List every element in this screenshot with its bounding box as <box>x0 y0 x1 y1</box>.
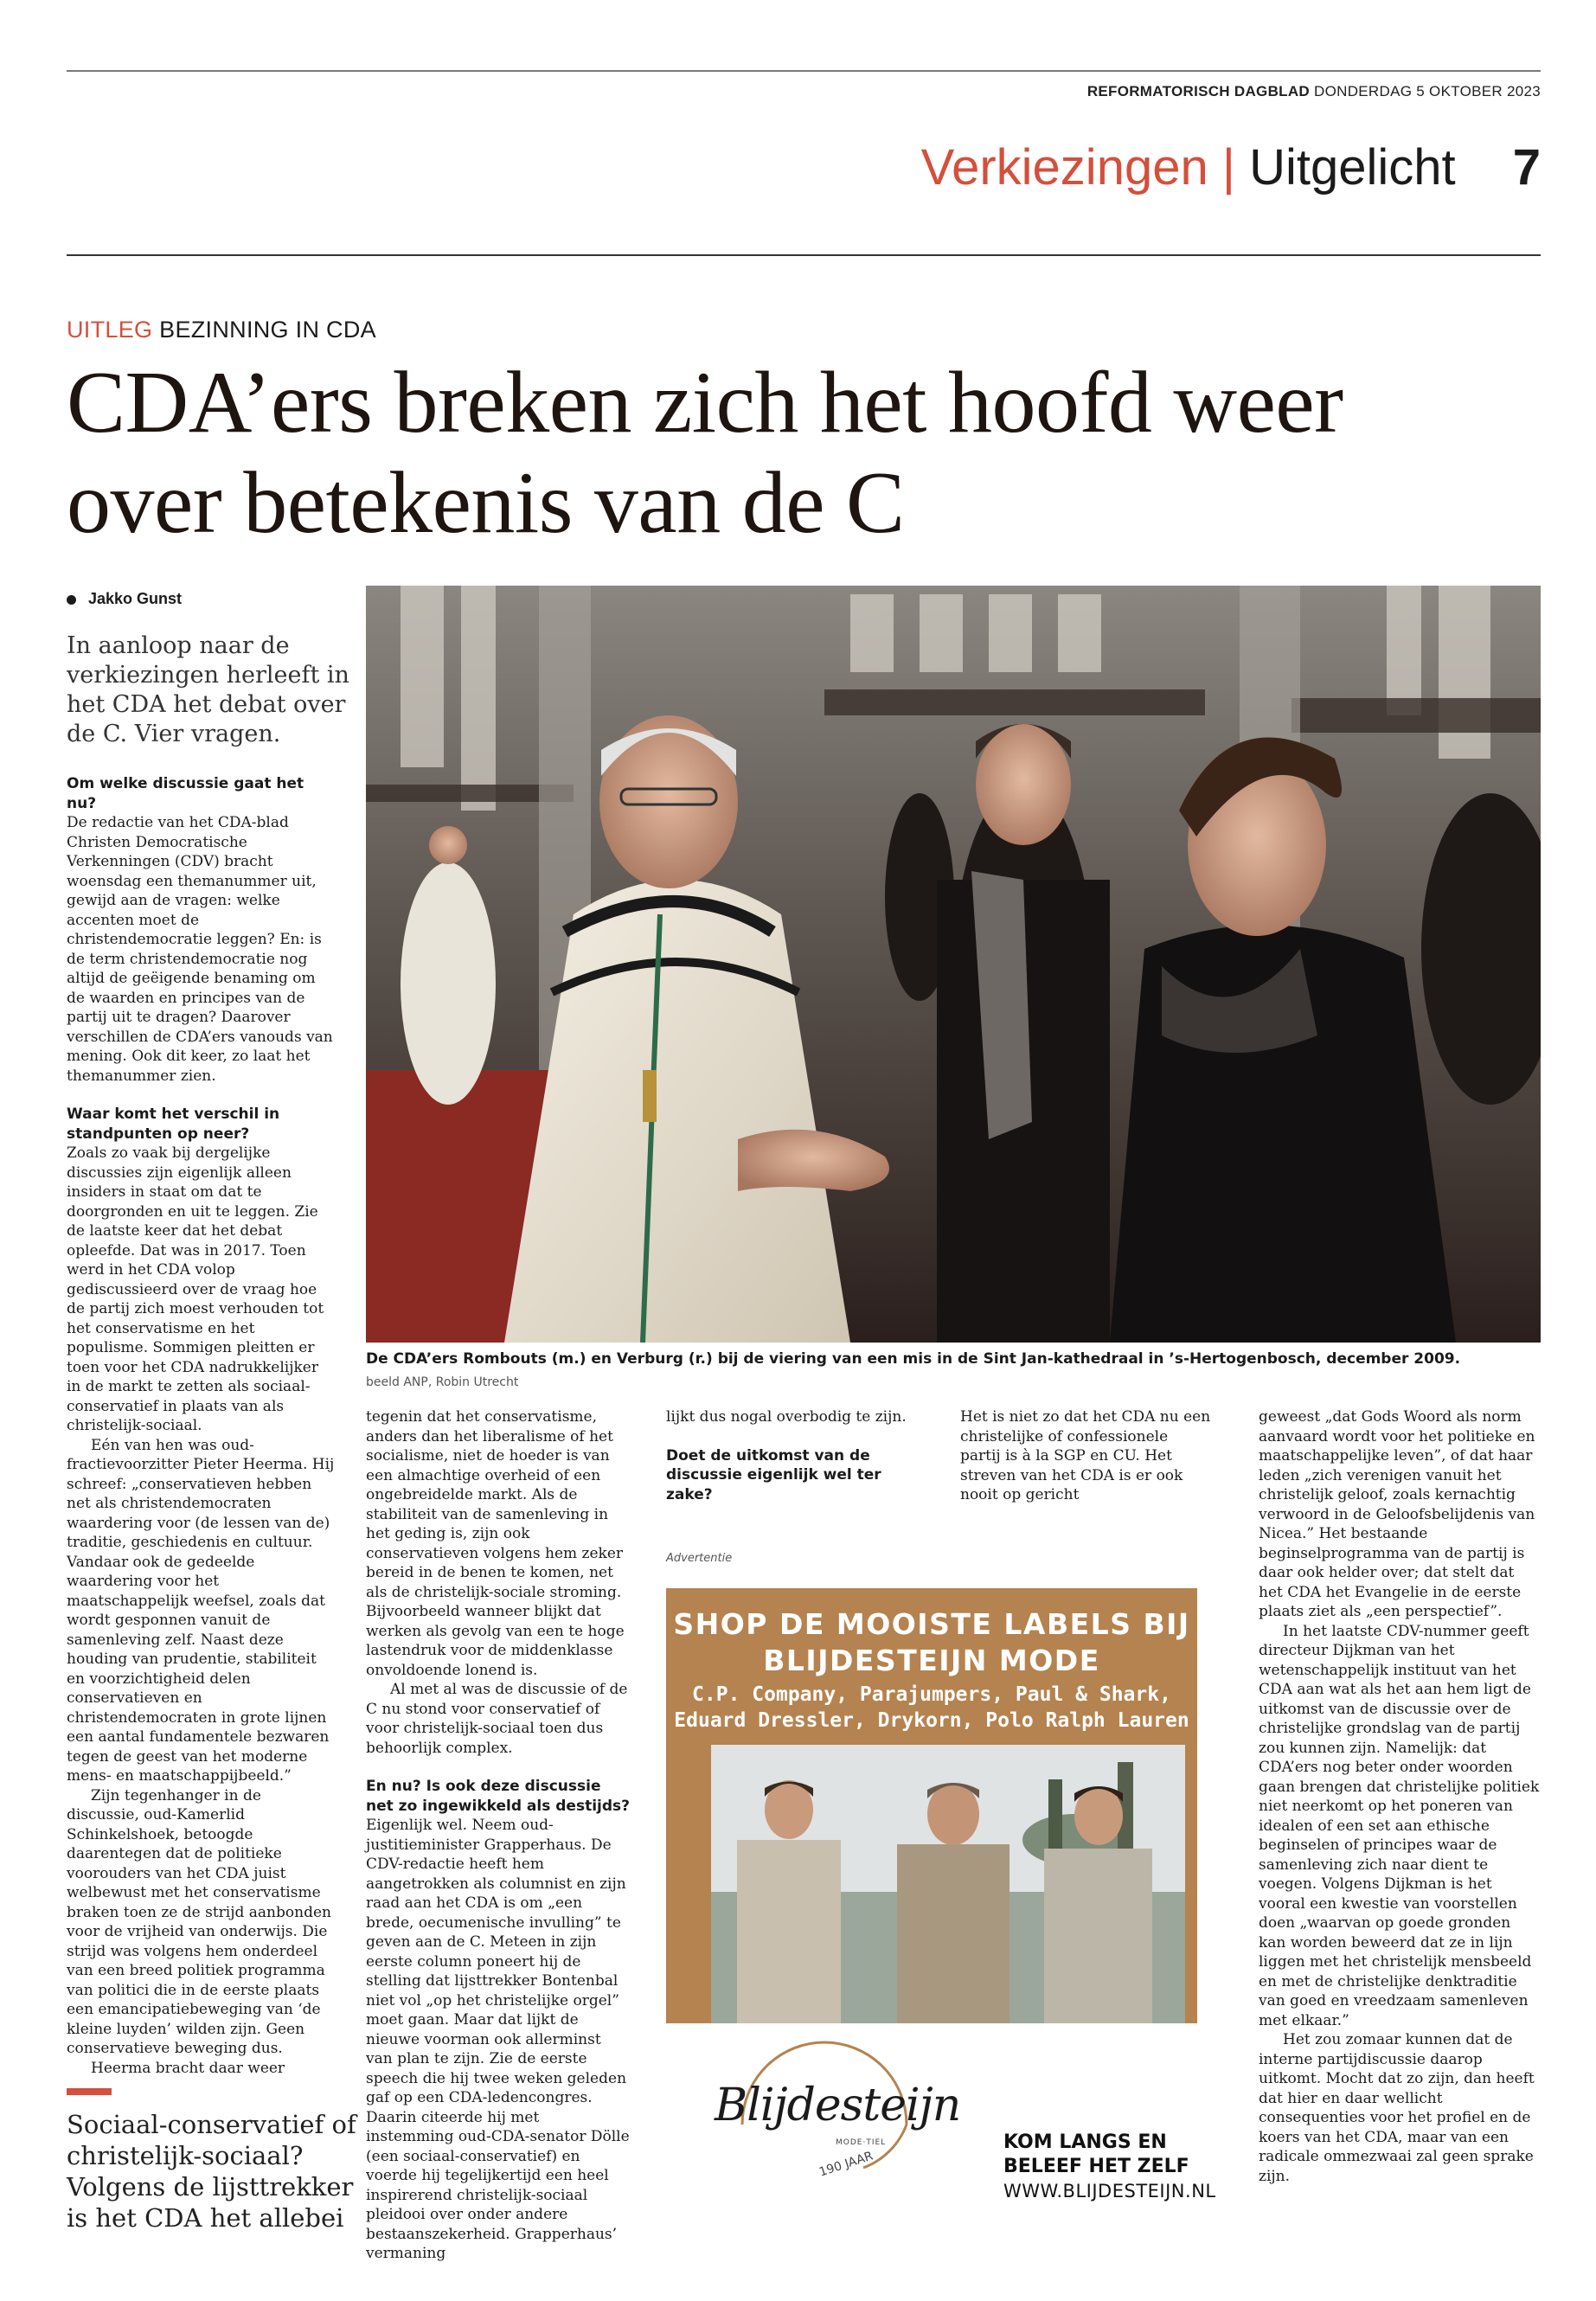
logo-years: 190 JAAR <box>817 2149 875 2180</box>
section-separator: | <box>1221 139 1235 195</box>
pull-quote: Sociaal-conservatief of christelijk-sociaal? Volgens de lijsttrekker is het CDA het allebei <box>67 2110 356 2233</box>
paragraph: Zijn tegenhanger in de discussie, oud-Kamerlid Schinkelshoek, betoogde daarentegen dat de politieke voorouders van het CDA juist welbewust met het conservatisme braken toen ze de strijd aanbonden voor de vrijheid van onderwijs. Die strijd was volgens hem onderdeel van een breed politiek programma van politici die in de eerste plaats een emancipatiebeweging van ‘de kleine luyden’ wilden zijn. Geen conservatieve beweging dus. <box>67 1786 331 2057</box>
ad-brands-line-1: C.P. Company, Parajumpers, Paul & Shark, <box>692 1683 1171 1706</box>
blijdesteijn-logo[interactable] <box>708 2029 961 2185</box>
paragraph: Zoals zo vaak bij dergelijke discussies zijn eigenlijk alleen insiders in staat om dat te doorgronden en uit te leggen. Zie de laatste keer dat het debat opleefde. Dat was in 2017. Toen werd in het CDA volop gediscussieerd over de vraag hoe de partij zich moest verhouden tot het conservatisme en het populisme. Sommigen pleitten er toen voor het CDA nadrukkelijker in de markt te zetten als sociaal-conservatief in plaats van als christelijk-sociaal. <box>67 1144 324 1434</box>
paragraph: geweest „dat Gods Woord als norm aanvaard wordt voor het politieke en maatschappelijke leven”, of dat haar leden „zich verenigen vanuit het christelijk geloof, zoals kernachtig verwoord in de Geloofsbelijdenis van Nicea.” Het bestaande beginselprogramma van de partij is daar ook helder over; dat stelt dat het CDA het Evangelie in de eerste plaats ziet als „een perspectief”. <box>1259 1408 1535 1620</box>
article-column-4 <box>960 1407 1211 1505</box>
question-heading: Doet de uitkomst van de discussie eigenlijk wel ter zake? <box>666 1446 881 1503</box>
ad-headline-line-1: SHOP DE MOOISTE LABELS BIJ <box>673 1607 1190 1641</box>
kicker-label: UITLEG <box>67 317 153 343</box>
article-column-3 <box>666 1407 917 1504</box>
kicker-topic: BEZINNING IN CDA <box>159 317 376 343</box>
article-column-2 <box>366 1407 630 2264</box>
header-rule <box>67 254 1541 256</box>
pull-quote-bar <box>67 2088 112 2095</box>
paragraph: Het zou zomaar kunnen dat de interne partijdiscussie daarop uitkomt. Mocht dat zo zijn, dan heeft dat hier en daar wellicht consequenties voor het profiel en de koers van het CDA, maar van een radicale ommezwaai zal geen sprake zijn. <box>1259 2031 1535 2185</box>
question-heading: En nu? Is ook deze discussie net zo ingewikkeld als destijds? <box>366 1778 631 1815</box>
paragraph: In het laatste CDV-nummer geeft directeur Dijkman van het wetenschappelijk instituut van het CDA aan wat als het aan hem ligt de uitkomst van de discussie over de christelijke grondslag van de partij zou kunnen zijn. Namelijk: dat CDA’ers nog beter onder woorden gaan brengen dat christelijke politiek niet neerkomt op het poneren van idealen of een set aan ethische beginselen of principes waar de samenleving zich naar dient te voegen. Volgens Dijkman is het vooral een kwestie van voorstellen doen „waarvan op goede gronden kan worden beweerd dat ze in lijn liggen met het christelijk mensbeeld en met de christelijke denktraditie van goed en vreedzaam samenleven met elkaar.” <box>1259 1622 1540 2029</box>
logo-subtitle: MODE·TIEL <box>836 2138 887 2147</box>
photo-credit: beeld ANP, Robin Utrecht <box>366 1375 519 1389</box>
ad-call-to-action <box>1003 2131 1189 2179</box>
ad-headline <box>666 1606 1197 1679</box>
headline-line-2: over betekenis van de C <box>67 454 905 552</box>
section-heading <box>920 139 1541 195</box>
question-heading: Om welke discussie gaat het nu? <box>67 775 304 812</box>
ad-website-link[interactable]: WWW.BLIJDESTEIJN.NL <box>1003 2181 1216 2202</box>
section-name: Verkiezingen <box>920 139 1208 195</box>
byline <box>67 590 182 608</box>
ad-models-illustration <box>711 1745 1185 2023</box>
ad-cta-line-1: KOM LANGS EN <box>1003 2131 1167 2153</box>
paper-name: REFORMATORISCH DAGBLAD <box>1086 83 1310 99</box>
paragraph: Het is niet zo dat het CDA nu een christelijke of confessionele partij is à la SGP en CU. Het streven van het CDA is er ook nooit op gericht <box>960 1408 1211 1503</box>
paragraph: Eigenlijk wel. Neem oud-justitieminister Grapperhaus. De CDV-redactie heeft hem aangetrokken als columnist en zijn raad aan het CDA is om „een brede, oecumenische invulling” te geven aan de C. Meteen in zijn eerste column poneert hij de stelling dat lijsttrekker Bontenbal niet vol „op het christelijke orgel” moet gaan. Maar dat lijkt de nieuwe voorman ook allerminst van plan te zijn. Zie de eerste speech die hij twee weken geleden gaf op een CDA-ledencongres. Daarin citeerde hij met instemming oud-CDA-senator Dölle (een sociaal-conservatief) en voerde hij tegelijkertijd een heel inspirerend christelijk-sociaal pleidooi over onder andere bestaanszekerheid. Grapperhaus’ vermaning <box>366 1817 630 2262</box>
article-column-1 <box>67 774 337 2078</box>
ad-models-photo <box>711 1745 1185 2023</box>
paragraph: Heerma bracht daar weer <box>91 2059 285 2077</box>
issue-date: DONDERDAG 5 OKTOBER 2023 <box>1314 83 1541 99</box>
byline-bullet-icon <box>67 595 76 605</box>
ad-cta-line-2: BELEEF HET ZELF <box>1003 2156 1189 2177</box>
photo-caption: De CDA’ers Rombouts (m.) en Verburg (r.) bij de viering van een mis in de Sint Jan-kathedraal in ’s-Hertogenbosch, december 2009. <box>366 1350 1461 1368</box>
paragraph: Eén van hen was oud-fractievoorzitter Pieter Heerma. Hij schreef: „conservatieven hebben net als christendemocraten waardering voor (de lessen van de) traditie, geschiedenis en cultuur. Vandaar ook de gedeelde waardering voor het maatschappelijk weefsel, zoals dat wordt gesponnen vanuit de samenleving zelf. Naast deze houding van prudentie, stabiliteit en voorzichtigheid delen conservatieven en christendemocraten in grote lijnen een aantal fundamentele bezwaren tegen de geest van het moderne mens- en maatschappijbeeld.” <box>67 1436 335 1785</box>
author-name: Jakko Gunst <box>88 590 183 607</box>
article-headline <box>67 353 1537 554</box>
ad-brands-line-2: Eduard Dressler, Drykorn, Polo Ralph Lauren <box>674 1709 1189 1732</box>
top-rule <box>67 70 1541 72</box>
cathedral-photo-illustration <box>366 586 1541 1343</box>
advertisement-label: Advertentie <box>666 1552 733 1565</box>
paragraph: De redactie van het CDA-blad Christen Democratische Verkenningen (CDV) bracht woensdag een themanummer uit, gewijd aan de vragen: welke accenten moet de christendemocratie leggen? En: is de term christendemocratie nog altijd de geëigende benaming om de waarden en principes van de partij uit te dragen? Daarover verschillen de CDA’ers vanouds van mening. Ook dit keer, zo laat het themanummer zien. <box>67 814 333 1085</box>
logo-wordmark: Blijdesteijn <box>715 2080 961 2131</box>
ad-brands <box>666 1682 1197 1734</box>
masthead <box>1087 83 1541 100</box>
paragraph: Al met al was de discussie of de C nu stond voor conservatief of voor christelijk-sociaal toen dus behoorlijk complex. <box>366 1681 628 1757</box>
article-column-5 <box>1259 1407 1541 2186</box>
paragraph: tegenin dat het conservatisme, anders dan het liberalisme of het socialisme, niet de hoeder is van een almachtige overheid of een ongebreidelde markt. Als de stabiliteit van de samenleving in het geding is, zijn ook conservatieven volgens hem zeker bereid in de benen te komen, net als de christelijk-sociale stroming. Bijvoorbeeld wanneer blijkt dat werken als gevolg van een te hoge lastendruk voor de middenklasse onvoldoende lonend is. <box>366 1408 625 1679</box>
subsection-name: Uitgelicht <box>1249 139 1456 195</box>
article-intro: In aanloop naar de verkiezingen herleeft in het CDA het debat over de C. Vier vragen. <box>67 632 349 747</box>
article-photo <box>366 586 1541 1343</box>
question-heading: Waar komt het verschil in standpunten op neer? <box>67 1106 280 1143</box>
ad-headline-line-2: BLIJDESTEIJN MODE <box>763 1644 1100 1677</box>
paragraph: lijkt dus nogal overbodig te zijn. <box>666 1408 907 1426</box>
headline-line-1: CDA’ers breken zich het hoofd weer <box>67 354 1343 452</box>
advertisement-panel[interactable] <box>666 1588 1197 2023</box>
article-kicker <box>67 317 376 343</box>
page-number: 7 <box>1512 139 1541 195</box>
